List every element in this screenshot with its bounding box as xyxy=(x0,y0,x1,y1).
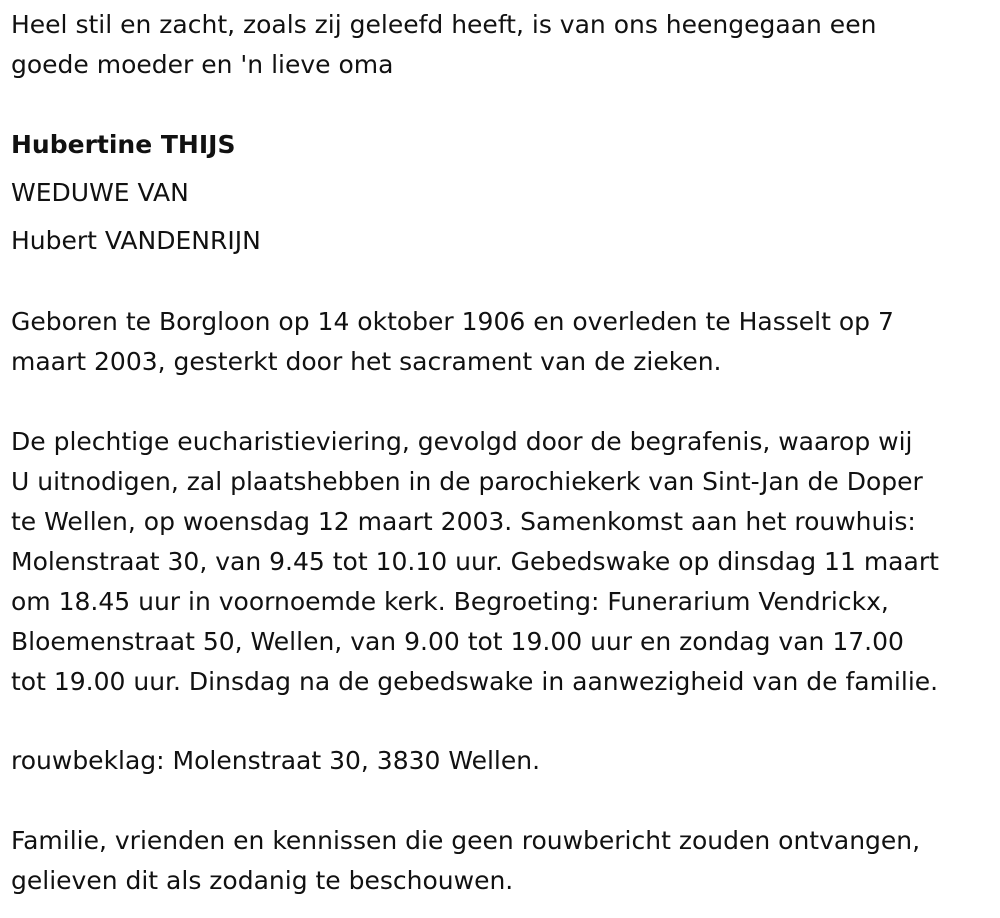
condolence-address: rouwbeklag: Molenstraat 30, 3830 Wellen. xyxy=(11,746,541,775)
intro-line: Heel stil en zacht, zoals zij geleefd heeft, is van ons heengegaan een xyxy=(11,10,877,39)
closing-line: gelieven dit als zodanig te beschouwen. xyxy=(11,866,514,895)
ceremony-line: De plechtige eucharistieviering, gevolgd door de begrafenis, waarop wij xyxy=(11,427,913,456)
deceased-name: Hubertine THIJS xyxy=(11,130,236,159)
closing-line: Familie, vrienden en kennissen die geen rouwbericht zouden ontvangen, xyxy=(11,826,921,855)
birth-death-line: Geboren te Borgloon op 14 oktober 1906 en overleden te Hasselt op 7 xyxy=(11,307,894,336)
ceremony-line: te Wellen, op woensdag 12 maart 2003. Samenkomst aan het rouwhuis: xyxy=(11,507,916,536)
spouse-name: Hubert VANDENRIJN xyxy=(11,226,261,255)
birth-death-line: maart 2003, gesterkt door het sacrament van de zieken. xyxy=(11,347,722,376)
intro-line: goede moeder en 'n lieve oma xyxy=(11,50,394,79)
ceremony-line: om 18.45 uur in voornoemde kerk. Begroeting: Funerarium Vendrickx, xyxy=(11,587,889,616)
ceremony-line: Molenstraat 30, van 9.45 tot 10.10 uur. Gebedswake op dinsdag 11 maart xyxy=(11,547,939,576)
widow-of-label: WEDUWE VAN xyxy=(11,178,189,207)
ceremony-line: tot 19.00 uur. Dinsdag na de gebedswake in aanwezigheid van de familie. xyxy=(11,667,939,696)
ceremony-line: U uitnodigen, zal plaatshebben in de parochiekerk van Sint-Jan de Doper xyxy=(11,467,923,496)
ceremony-line: Bloemenstraat 50, Wellen, van 9.00 tot 19.00 uur en zondag van 17.00 xyxy=(11,627,904,656)
